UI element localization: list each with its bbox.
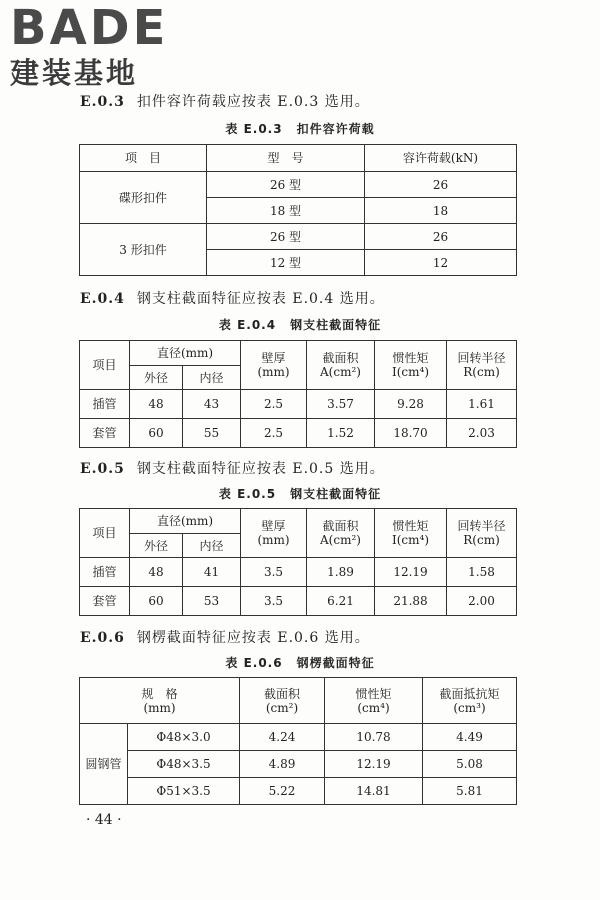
header-line: 惯性矩 bbox=[355, 686, 392, 701]
table-cell: 12 型 bbox=[207, 250, 365, 276]
group-cell: 3 形扣件 bbox=[80, 224, 207, 276]
table-e04-caption bbox=[0, 316, 600, 333]
table-cell: 18.70 bbox=[375, 419, 447, 448]
table-cell: 43 bbox=[183, 390, 241, 419]
header-line: R(cm) bbox=[463, 365, 500, 379]
header-line: A(cm²) bbox=[320, 533, 361, 547]
header-line: 截面积 bbox=[322, 519, 359, 533]
header-line: (cm²) bbox=[265, 700, 299, 715]
header-cell bbox=[447, 509, 517, 558]
header-line: 截面积 bbox=[322, 351, 359, 365]
table-row bbox=[80, 587, 517, 616]
logo-text-cn: 建装基地 bbox=[10, 56, 139, 90]
table-row bbox=[80, 724, 517, 751]
header-line: 惯性矩 bbox=[392, 351, 429, 365]
header-line: 截面积 bbox=[264, 686, 301, 701]
table-cell: 3.57 bbox=[307, 390, 375, 419]
header-line: A(cm²) bbox=[320, 365, 361, 379]
table-cell: 3.5 bbox=[241, 587, 307, 616]
clause-number: E.0.4 bbox=[80, 291, 125, 307]
caption-title: 钢支柱截面特征 bbox=[290, 487, 382, 501]
header-line: I(cm⁴) bbox=[391, 365, 429, 379]
header-cell: 型 号 bbox=[207, 145, 365, 172]
header-line: 截面抵抗矩 bbox=[439, 686, 500, 701]
table-row bbox=[80, 778, 517, 805]
table-header-row bbox=[80, 145, 517, 172]
header-cell: 项 目 bbox=[80, 145, 207, 172]
table-cell: 5.08 bbox=[423, 751, 517, 778]
header-cell bbox=[307, 341, 375, 390]
table-cell: 26 bbox=[365, 172, 517, 198]
header-line: (cm⁴) bbox=[357, 700, 390, 715]
caption-title: 钢支柱截面特征 bbox=[290, 318, 382, 332]
table-cell: 1.61 bbox=[447, 390, 517, 419]
group-cell: 圆钢管 bbox=[80, 724, 128, 805]
header-cell: 内径 bbox=[183, 366, 241, 390]
table-cell: 3.5 bbox=[241, 558, 307, 587]
group-cell: 碟形扣件 bbox=[80, 172, 207, 224]
table-e04 bbox=[79, 340, 517, 448]
clause-text: 钢支柱截面特征应按表 E.0.5 选用。 bbox=[136, 461, 385, 477]
header-cell bbox=[325, 678, 423, 724]
table-cell: 1.52 bbox=[307, 419, 375, 448]
table-cell: 4.24 bbox=[240, 724, 325, 751]
table-cell: 14.81 bbox=[325, 778, 423, 805]
table-cell: 26 bbox=[365, 224, 517, 250]
table-cell: 60 bbox=[130, 419, 183, 448]
header-line: 回转半径 bbox=[457, 351, 506, 365]
table-cell: 9.28 bbox=[375, 390, 447, 419]
header-line: 壁厚 bbox=[261, 351, 286, 365]
clause-number: E.0.3 bbox=[80, 94, 125, 110]
table-cell: 套管 bbox=[80, 587, 130, 616]
header-cell: 外径 bbox=[130, 534, 183, 558]
clause-text: 钢楞截面特征应按表 E.0.6 选用。 bbox=[136, 630, 370, 646]
header-cell bbox=[307, 509, 375, 558]
table-cell: 26 型 bbox=[207, 224, 365, 250]
table-cell: 12 bbox=[365, 250, 517, 276]
table-row bbox=[80, 390, 517, 419]
table-e03-caption bbox=[0, 120, 600, 137]
header-line: 惯性矩 bbox=[392, 519, 429, 533]
table-e05 bbox=[79, 508, 517, 616]
clause-number: E.0.6 bbox=[80, 630, 125, 646]
table-e03 bbox=[79, 144, 517, 276]
table-cell: 插管 bbox=[80, 558, 130, 587]
header-line: R(cm) bbox=[463, 533, 500, 547]
table-cell: 12.19 bbox=[375, 558, 447, 587]
header-cell bbox=[375, 509, 447, 558]
header-line: 规 格 bbox=[141, 686, 178, 701]
table-cell: 2.00 bbox=[447, 587, 517, 616]
caption-label: 表 E.0.6 bbox=[225, 656, 283, 670]
header-line: 壁厚 bbox=[261, 519, 286, 533]
caption-label: 表 E.0.4 bbox=[218, 318, 277, 332]
table-cell: 10.78 bbox=[325, 724, 423, 751]
header-cell: 直径(mm) bbox=[130, 341, 241, 366]
caption-label: 表 E.0.5 bbox=[218, 487, 277, 501]
table-cell: Φ51×3.5 bbox=[128, 778, 240, 805]
table-header-row bbox=[80, 678, 517, 724]
table-row bbox=[80, 419, 517, 448]
clause-e06 bbox=[80, 627, 370, 647]
table-header-row bbox=[80, 341, 517, 366]
clause-e03 bbox=[80, 91, 370, 111]
table-cell: 18 bbox=[365, 198, 517, 224]
clause-text: 扣件容许荷载应按表 E.0.3 选用。 bbox=[136, 94, 370, 110]
header-cell: 项目 bbox=[80, 341, 130, 390]
header-line: (mm) bbox=[143, 700, 176, 715]
header-cell: 内径 bbox=[183, 534, 241, 558]
table-cell: 60 bbox=[130, 587, 183, 616]
table-cell: 4.49 bbox=[423, 724, 517, 751]
table-row bbox=[80, 751, 517, 778]
header-line: (mm) bbox=[257, 365, 290, 379]
table-cell: Φ48×3.5 bbox=[128, 751, 240, 778]
header-cell bbox=[240, 678, 325, 724]
table-row bbox=[80, 224, 517, 250]
logo-text-en: BADE bbox=[10, 0, 169, 56]
table-cell: 1.89 bbox=[307, 558, 375, 587]
clause-number: E.0.5 bbox=[80, 461, 125, 477]
clause-text: 钢支柱截面特征应按表 E.0.4 选用。 bbox=[136, 291, 385, 307]
header-cell: 项目 bbox=[80, 509, 130, 558]
table-row bbox=[80, 172, 517, 198]
header-line: (mm) bbox=[257, 533, 290, 547]
table-cell: 41 bbox=[183, 558, 241, 587]
header-cell bbox=[423, 678, 517, 724]
table-cell: Φ48×3.0 bbox=[128, 724, 240, 751]
table-cell: 5.22 bbox=[240, 778, 325, 805]
header-cell bbox=[241, 509, 307, 558]
table-cell: 53 bbox=[183, 587, 241, 616]
table-cell: 2.5 bbox=[241, 390, 307, 419]
table-row bbox=[80, 558, 517, 587]
table-cell: 21.88 bbox=[375, 587, 447, 616]
header-cell bbox=[241, 341, 307, 390]
page-number: · 44 · bbox=[86, 812, 122, 828]
table-cell: 48 bbox=[130, 558, 183, 587]
table-cell: 5.81 bbox=[423, 778, 517, 805]
caption-title: 钢楞截面特征 bbox=[296, 656, 375, 670]
bade-logo bbox=[10, 2, 175, 92]
clause-e05 bbox=[80, 458, 385, 478]
table-cell: 55 bbox=[183, 419, 241, 448]
table-cell: 12.19 bbox=[325, 751, 423, 778]
table-cell: 18 型 bbox=[207, 198, 365, 224]
clause-e04 bbox=[80, 288, 385, 308]
caption-title: 扣件容许荷载 bbox=[296, 122, 375, 136]
caption-label: 表 E.0.3 bbox=[225, 122, 283, 136]
header-line: 回转半径 bbox=[457, 519, 506, 533]
table-header-row bbox=[80, 509, 517, 534]
header-cell: 外径 bbox=[130, 366, 183, 390]
table-cell: 2.5 bbox=[241, 419, 307, 448]
header-cell bbox=[375, 341, 447, 390]
header-line: I(cm⁴) bbox=[391, 533, 429, 547]
table-cell: 2.03 bbox=[447, 419, 517, 448]
table-cell: 26 型 bbox=[207, 172, 365, 198]
table-cell: 1.58 bbox=[447, 558, 517, 587]
header-cell bbox=[80, 678, 240, 724]
table-e06-caption bbox=[0, 654, 600, 671]
table-cell: 插管 bbox=[80, 390, 130, 419]
table-e06 bbox=[79, 677, 517, 805]
table-cell: 4.89 bbox=[240, 751, 325, 778]
table-cell: 48 bbox=[130, 390, 183, 419]
table-cell: 套管 bbox=[80, 419, 130, 448]
table-cell: 6.21 bbox=[307, 587, 375, 616]
header-line: (cm³) bbox=[453, 700, 486, 715]
header-cell: 直径(mm) bbox=[130, 509, 241, 534]
header-cell bbox=[447, 341, 517, 390]
table-e05-caption bbox=[0, 485, 600, 502]
header-cell: 容许荷载(kN) bbox=[365, 145, 517, 172]
